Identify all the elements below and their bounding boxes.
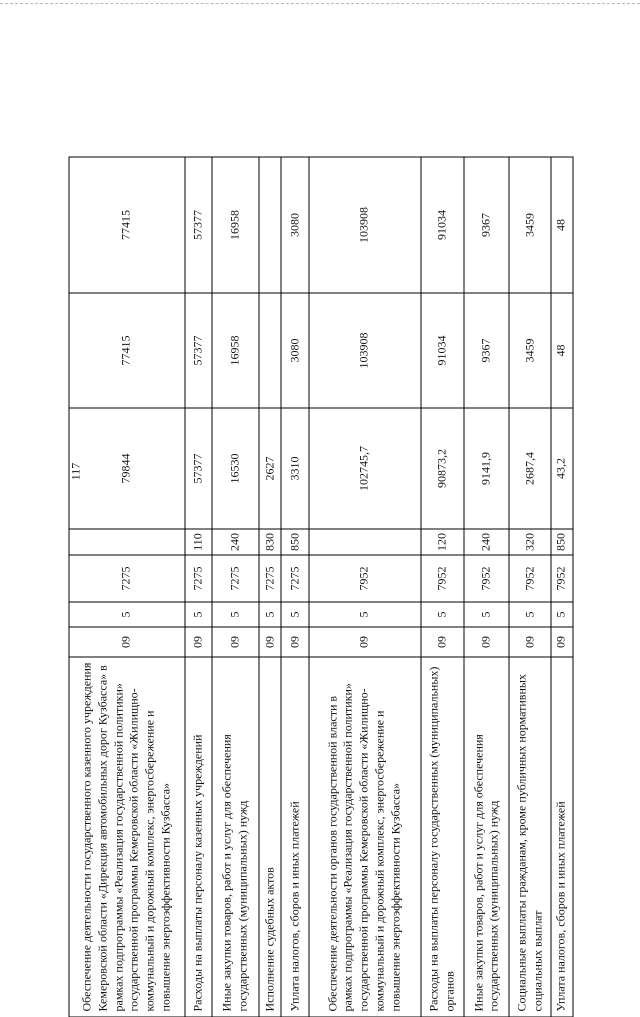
amount-col2-cell: 91034: [420, 293, 464, 408]
item-name-cell: Иные закупки товаров, работ и услуг для обеспечения государственных (муниципальных) нужд: [211, 657, 258, 1017]
target-code-cell: 7952: [509, 555, 550, 602]
table-row: [308, 157, 420, 1017]
expense-type-cell: 240: [464, 529, 509, 555]
amount-col1-cell: 90873,2: [420, 408, 464, 529]
subsection-code-cell: 5: [550, 602, 572, 627]
subsection-code-cell: 5: [509, 602, 550, 627]
section-code-cell: 09: [281, 627, 308, 657]
subsection-code-cell: 5: [69, 602, 185, 627]
budget-table: [68, 156, 573, 1017]
amount-col2-cell: [259, 293, 281, 408]
amount-col1-cell: 79844: [69, 408, 185, 529]
amount-col3-cell: 3080: [281, 157, 308, 293]
subsection-code-cell: 5: [184, 602, 211, 627]
target-code-cell: 7952: [550, 555, 572, 602]
item-name-cell: Социальные выплаты гражданам, кроме публичных нормативных социальных выплат: [509, 657, 550, 1017]
target-code-cell: 7952: [308, 555, 420, 602]
amount-col2-cell: 103908: [308, 293, 420, 408]
subsection-code-cell: 5: [259, 602, 281, 627]
target-code-cell: 7275: [69, 555, 185, 602]
amount-col3-cell: 91034: [420, 157, 464, 293]
table-row: [509, 157, 550, 1017]
section-code-cell: 09: [308, 627, 420, 657]
amount-col1-cell: 2627: [259, 408, 281, 529]
expense-type-cell: 240: [211, 529, 258, 555]
target-code-cell: 7275: [259, 555, 281, 602]
expense-type-cell: [308, 529, 420, 555]
item-name-cell: Уплата налогов, сборов и иных платежей: [550, 657, 572, 1017]
amount-col2-cell: 16958: [211, 293, 258, 408]
section-code-cell: 09: [184, 627, 211, 657]
amount-col3-cell: 103908: [308, 157, 420, 293]
budget-table-body: [69, 157, 573, 1017]
section-code-cell: 09: [420, 627, 464, 657]
expense-type-cell: [69, 529, 185, 555]
target-code-cell: 7952: [420, 555, 464, 602]
table-row: [550, 157, 572, 1017]
amount-col1-cell: 57377: [184, 408, 211, 529]
amount-col2-cell: 9367: [464, 293, 509, 408]
table-row: [464, 157, 509, 1017]
section-code-cell: 09: [69, 627, 185, 657]
item-name-cell: Исполнение судебных актов: [259, 657, 281, 1017]
amount-col1-cell: 2687,4: [509, 408, 550, 529]
amount-col2-cell: 3080: [281, 293, 308, 408]
target-code-cell: 7275: [211, 555, 258, 602]
expense-type-cell: 120: [420, 529, 464, 555]
expense-type-cell: 110: [184, 529, 211, 555]
item-name-cell: Расходы на выплаты персоналу казенных учреждений: [184, 657, 211, 1017]
target-code-cell: 7275: [184, 555, 211, 602]
amount-col3-cell: [259, 157, 281, 293]
expense-type-cell: 320: [509, 529, 550, 555]
item-name-cell: Обеспечение деятельности органов государственной власти в рамках подпрограммы «Реализация государственной политики» государственной программы Кемеровской области «Жилищно-коммунальный и дорожный комплекс, энергосбережение и повышение энергоэффективности Кузбасса»: [308, 657, 420, 1017]
amount-col2-cell: 77415: [69, 293, 185, 408]
section-code-cell: 09: [464, 627, 509, 657]
expense-type-cell: 830: [259, 529, 281, 555]
table-row: [259, 157, 281, 1017]
section-code-cell: 09: [550, 627, 572, 657]
amount-col1-cell: 9141,9: [464, 408, 509, 529]
amount-col3-cell: 16958: [211, 157, 258, 293]
rotated-table-wrapper: [68, 157, 573, 1017]
amount-col2-cell: 48: [550, 293, 572, 408]
subsection-code-cell: 5: [464, 602, 509, 627]
table-row: [420, 157, 464, 1017]
item-name-cell: Уплата налогов, сборов и иных платежей: [281, 657, 308, 1017]
expense-type-cell: 850: [550, 529, 572, 555]
amount-col3-cell: 57377: [184, 157, 211, 293]
expense-type-cell: 850: [281, 529, 308, 555]
target-code-cell: 7952: [464, 555, 509, 602]
page-top-border: [0, 3, 640, 4]
amount-col2-cell: 3459: [509, 293, 550, 408]
section-code-cell: 09: [259, 627, 281, 657]
subsection-code-cell: 5: [211, 602, 258, 627]
amount-col1-cell: 43,2: [550, 408, 572, 529]
table-row: [211, 157, 258, 1017]
item-name-cell: Обеспечение деятельности государственного казенного учреждения Кемеровской области «Дирекция автомобильных дорог Кузбасса» в рамках подпрограммы «Реализация государственной политики» государственной программы Кемеровской области «Жилищно-коммунальный и дорожный комплекс, энергосбережение и повышение энергоэффективности Кузбасса»: [69, 657, 185, 1017]
amount-col1-cell: 16530: [211, 408, 258, 529]
subsection-code-cell: 5: [281, 602, 308, 627]
amount-col3-cell: 77415: [69, 157, 185, 293]
amount-col1-cell: 3310: [281, 408, 308, 529]
item-name-cell: Расходы на выплаты персоналу государственных (муниципальных) органов: [420, 657, 464, 1017]
table-row: [281, 157, 308, 1017]
subsection-code-cell: 5: [308, 602, 420, 627]
section-code-cell: 09: [509, 627, 550, 657]
table-row: [69, 157, 185, 1017]
subsection-code-cell: 5: [420, 602, 464, 627]
amount-col1-cell: 102745,7: [308, 408, 420, 529]
section-code-cell: 09: [211, 627, 258, 657]
item-name-cell: Иные закупки товаров, работ и услуг для обеспечения государственных (муниципальных) нужд: [464, 657, 509, 1017]
amount-col3-cell: 3459: [509, 157, 550, 293]
amount-col3-cell: 48: [550, 157, 572, 293]
table-row: [184, 157, 211, 1017]
page-number: 117: [68, 462, 83, 481]
amount-col3-cell: 9367: [464, 157, 509, 293]
amount-col2-cell: 57377: [184, 293, 211, 408]
target-code-cell: 7275: [281, 555, 308, 602]
